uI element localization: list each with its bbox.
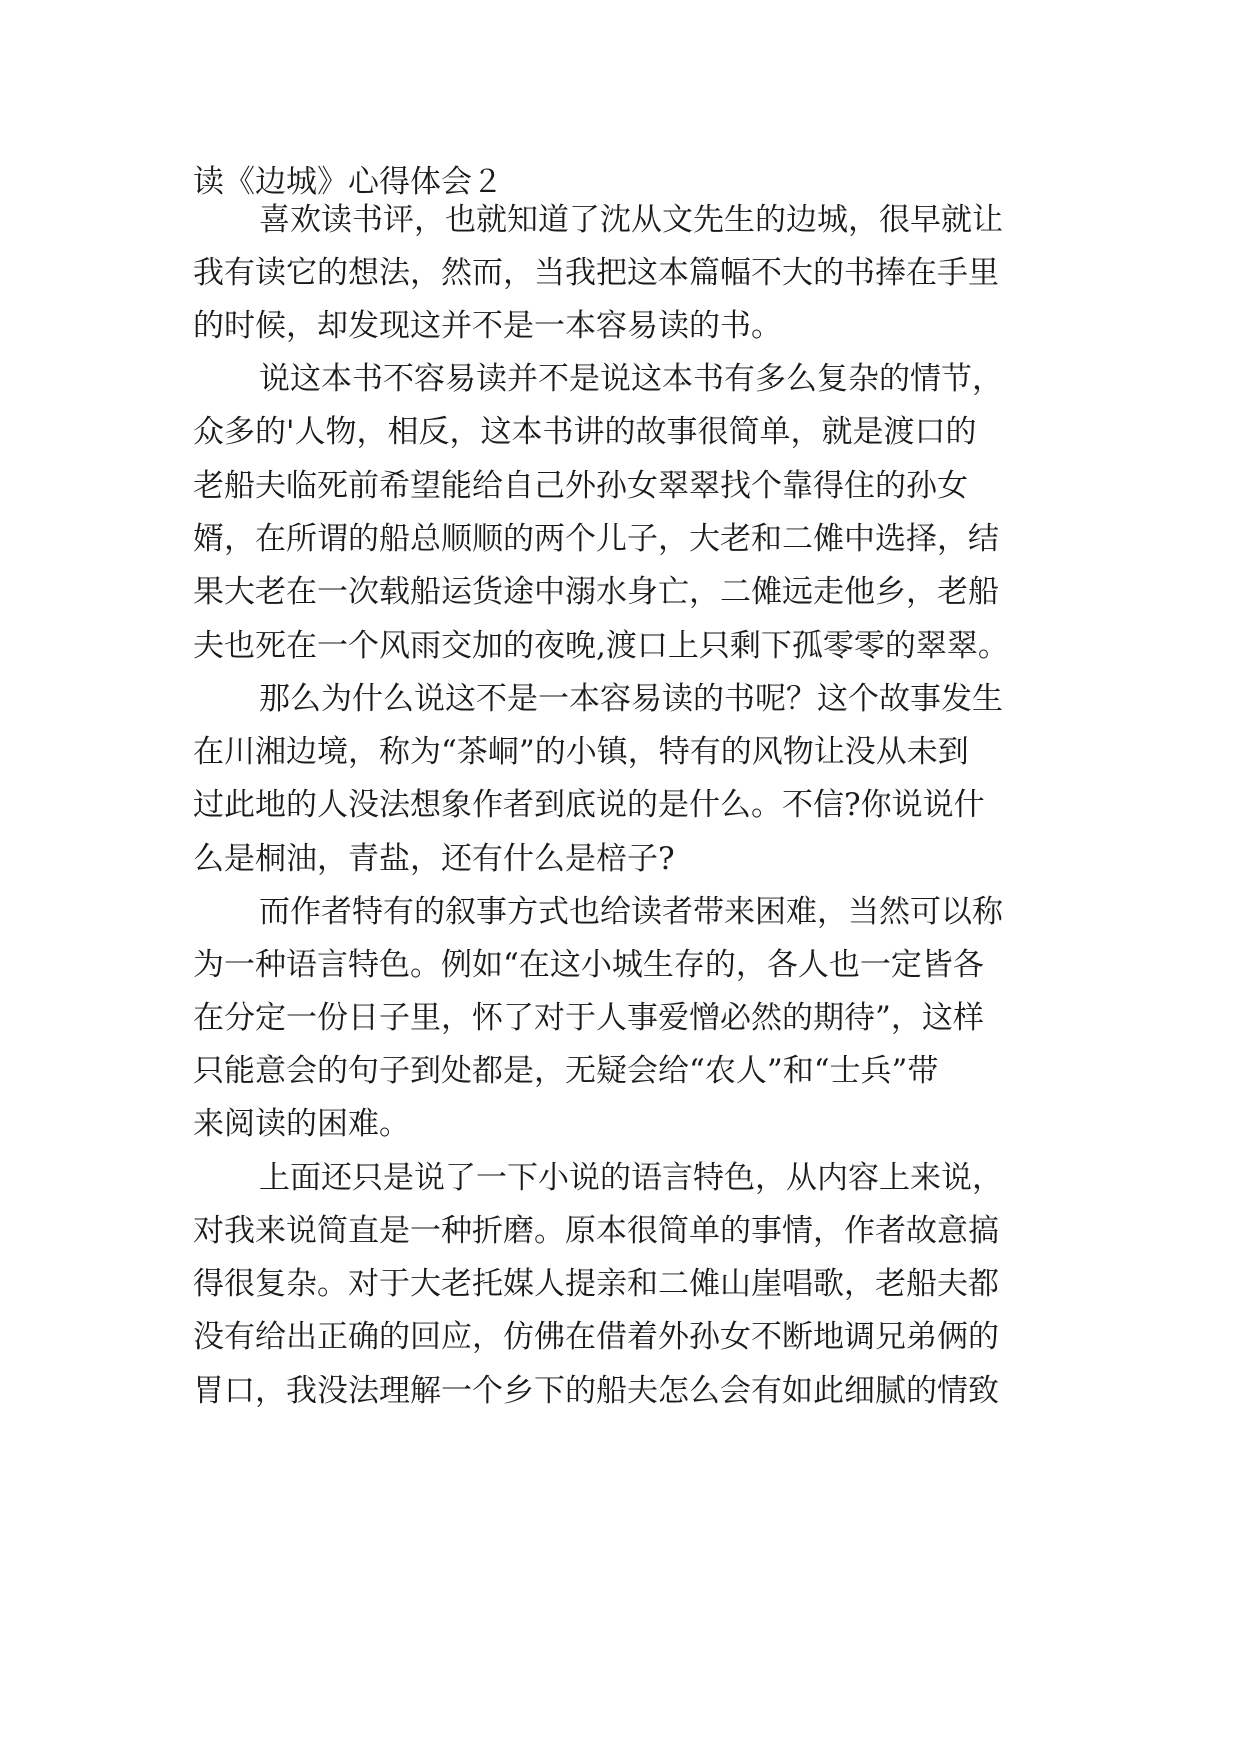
paragraph-line: 众多的'人物，相反，这本书讲的故事很简单，就是渡口的: [193, 414, 977, 450]
paragraph-line: 为一种语言特色。例如“在这小城生存的，各人也一定皆各: [193, 947, 984, 983]
paragraph-line: 只能意会的句子到处都是，无疑会给“农人”和“士兵”带: [193, 1053, 939, 1089]
document-title: 读《边城》心得体会２: [193, 164, 503, 200]
paragraph-line: 婿，在所谓的船总顺顺的两个儿子，大老和二傩中选择，结: [193, 521, 999, 557]
paragraph-line: 而作者特有的叙事方式也给读者带来困难，当然可以称: [259, 894, 1003, 930]
paragraph-line: 我有读它的想法，然而，当我把这本篇幅不大的书捧在手里: [193, 255, 999, 291]
paragraph-line: 没有给出正确的回应，仿佛在借着外孙女不断地调兄弟俩的: [193, 1319, 999, 1355]
paragraph-line: 在分定一份日子里，怀了对于人事爱憎必然的期待”，这样: [193, 1000, 984, 1036]
paragraph-line: 果大老在一次载船运货途中溺水身亡，二傩远走他乡，老船: [193, 574, 999, 610]
paragraph-line: 胃口，我没法理解一个乡下的船夫怎么会有如此细腻的情致: [193, 1373, 999, 1409]
paragraph-line: 那么为什么说这不是一本容易读的书呢？这个故事发生: [259, 681, 1003, 717]
paragraph-line: 喜欢读书评，也就知道了沈从文先生的边城，很早就让: [259, 202, 1003, 238]
paragraph-line: 得很复杂。对于大老托媒人提亲和二傩山崖唱歌，老船夫都: [193, 1266, 999, 1302]
paragraph-line: 在川湘边境，称为“茶峒”的小镇，特有的风物让没从未到: [193, 734, 969, 770]
paragraph-line: 说这本书不容易读并不是说这本书有多么复杂的情节，: [259, 361, 1003, 397]
paragraph-line: 来阅读的困难。: [193, 1106, 410, 1142]
paragraph-line: 么是桐油，青盐，还有什么是棓子?: [193, 841, 675, 877]
paragraph-line: 过此地的人没法想象作者到底说的是什么。不信?你说说什: [193, 787, 985, 823]
paragraph-line: 的时候，却发现这并不是一本容易读的书。: [193, 308, 782, 344]
paragraph-line: 老船夫临死前希望能给自己外孙女翠翠找个靠得住的孙女: [193, 468, 968, 504]
paragraph-line: 上面还只是说了一下小说的语言特色，从内容上来说，: [259, 1160, 1003, 1196]
paragraph-line: 对我来说简直是一种折磨。原本很简单的事情，作者故意搞: [193, 1213, 999, 1249]
paragraph-line: 夫也死在一个风雨交加的夜晚,渡口上只剩下孤零零的翠翠。: [193, 628, 1009, 664]
